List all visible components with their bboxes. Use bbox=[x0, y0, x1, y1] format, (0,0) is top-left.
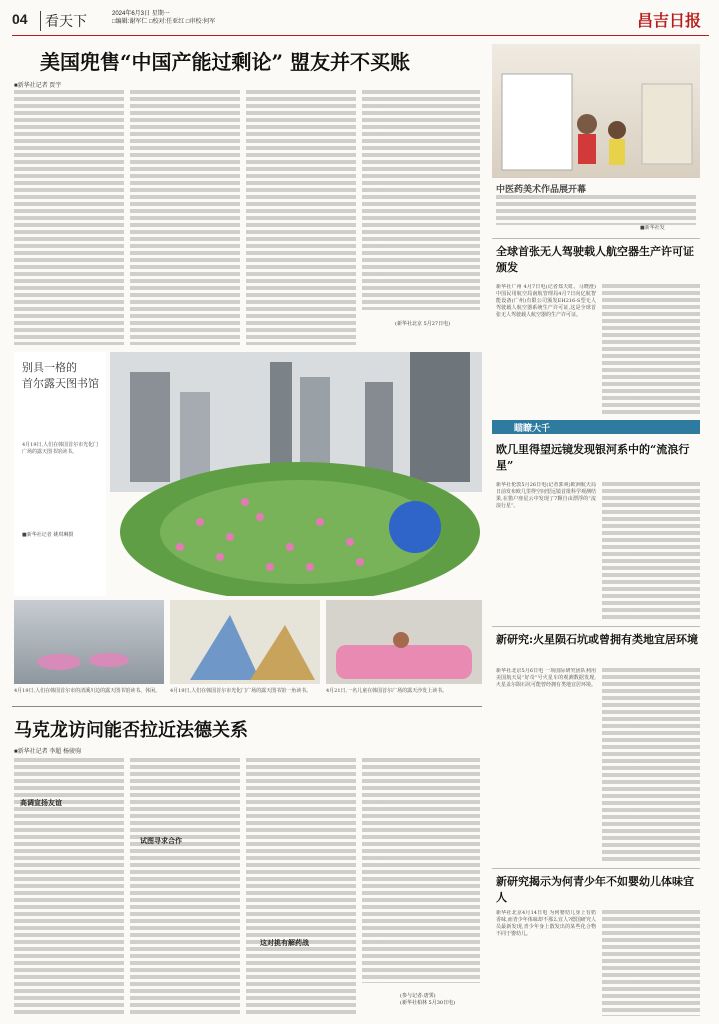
section-banner bbox=[492, 420, 700, 434]
issue-date: 2024年6月3日 星期一 bbox=[112, 11, 170, 17]
photo-feature-title: 别具一格的 首尔露天图书馆 bbox=[22, 361, 99, 390]
article-lead: 新华社伦敦5月26日电(记者郭爽)欧洲航天局日前发布欧几里得空间望远镜首批科学观测结果,在猎户座星云中发现了7颗自由漂浮的“流浪行星”。 bbox=[496, 482, 596, 509]
article-lead: 新华社广州 4月7日电(记者郑天虹、马晓澄)中国民用航空局南航管理局4月7日向亿航智能设备(广州)有限公司颁发EH216-S型无人驾驶载人航空器系统生产许可证,这是全球首张无人驾驶载人航空器的生产许可证。 bbox=[496, 284, 596, 318]
article-body bbox=[602, 910, 700, 1016]
article-body bbox=[602, 482, 700, 622]
article-body bbox=[362, 758, 480, 983]
article-lead: 新华社北京4月14日电 为何婴幼儿身上有奶香味,而青少年体味却不那么宜人?德国研究人员最新发现,青少年身上散发出的某些化合物不同于婴幼儿。 bbox=[496, 910, 596, 937]
issue-meta bbox=[112, 10, 215, 26]
article-title: 全球首张无人驾驶载人航空器生产许可证颁发 bbox=[496, 245, 694, 274]
photo-sidebar bbox=[14, 352, 106, 596]
page-header bbox=[12, 8, 709, 36]
article-body bbox=[14, 758, 124, 1016]
article-body bbox=[130, 90, 240, 345]
byline: ■新华社记者 李超 杨骏驹 bbox=[14, 749, 81, 755]
subheading: 这对挑有解药战 bbox=[260, 938, 309, 947]
museum-photo bbox=[492, 44, 700, 178]
photo-caption: 4月19日,人们在韩国首尔市光化门广场的露天图书馆读书。 bbox=[22, 442, 99, 455]
photo-caption: 4月19日,人们在韩国首尔市光化门广场的露天图书馆一角读书。 bbox=[170, 688, 312, 694]
article-title: 新研究:火星陨石坑或曾拥有类地宜居环境 bbox=[496, 633, 699, 646]
article-body bbox=[362, 90, 480, 310]
article-title: 欧几里得望远镜发现银河系中的“流浪行星” bbox=[496, 443, 690, 472]
article-source: (新华社北京 5月27日电) bbox=[395, 321, 451, 327]
article-body bbox=[246, 758, 356, 1016]
subheading: 高调宣扬友谊 bbox=[20, 798, 62, 807]
article-body bbox=[130, 758, 240, 1016]
divider bbox=[492, 868, 700, 869]
photo-1 bbox=[14, 600, 164, 684]
section-name: 看天下 bbox=[40, 11, 87, 31]
divider bbox=[492, 238, 700, 239]
article-lead: 新华社北京5月6日电 一项国际研究团队利用美国航天局“好奇”号火星车的观测数据发现,火星盖尔陨石坑可能曾经拥有类地宜居环境。 bbox=[496, 668, 596, 688]
divider bbox=[12, 706, 482, 707]
divider bbox=[492, 626, 700, 627]
photo-caption: 4月19日,人们在韩国首尔市的清溪川边的露天图书馆读书、休闲。 bbox=[14, 688, 161, 694]
photo-body bbox=[496, 195, 696, 225]
photo-2 bbox=[170, 600, 320, 684]
photo-feature-title: 中医药美术作品展开幕 bbox=[496, 185, 587, 195]
byline: ■新华社记者 贾宇 bbox=[14, 83, 62, 89]
editors-line: □编辑:谢军仁 □校对:任亚红 □审校:何军 bbox=[112, 19, 216, 25]
article-title: 美国兜售“中国产能过剩论” 盟友并不买账 bbox=[40, 50, 410, 74]
photo-credit: ■新华社记者 姚琪琳摄 bbox=[22, 532, 74, 538]
section-banner-label: 瞄瞭大千 bbox=[514, 424, 551, 434]
photo-credit: ■新华社发 bbox=[640, 225, 665, 231]
subheading: 试图寻求合作 bbox=[140, 836, 182, 845]
newspaper-logo: 昌吉日报 bbox=[636, 11, 701, 30]
article-body bbox=[246, 90, 356, 345]
article-source: (参与记者:唐霁) (新华社柏林 5月30日电) bbox=[400, 993, 456, 1006]
article-body bbox=[14, 90, 124, 345]
photo-caption: 4月21日,一名儿童在韩国首尔广场的露天沙发上读书。 bbox=[326, 688, 448, 694]
photo-3 bbox=[326, 600, 482, 684]
library-photo bbox=[110, 352, 482, 596]
page-number: 04 bbox=[12, 11, 28, 27]
article-body bbox=[602, 284, 700, 414]
article-body bbox=[602, 668, 700, 864]
article-title: 新研究揭示为何青少年不如婴幼儿体味宜人 bbox=[496, 875, 694, 904]
article-title: 马克龙访问能否拉近法德关系 bbox=[14, 720, 248, 741]
